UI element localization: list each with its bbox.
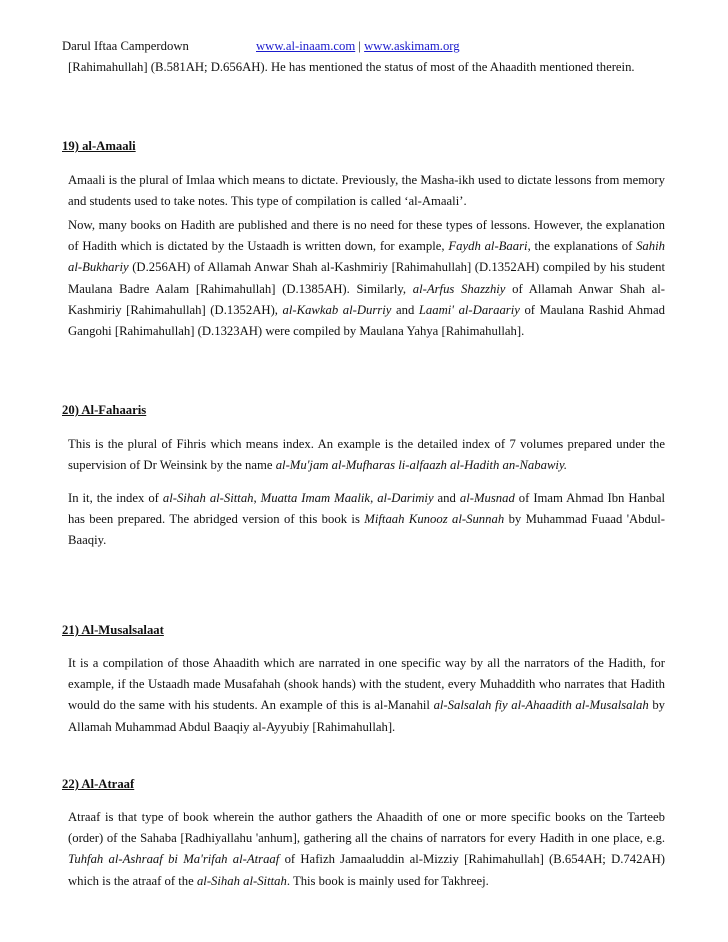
header-org-name: Darul Iftaa Camperdown (62, 39, 189, 53)
text-run: Atraaf is that type of book wherein the author gathers the Ahaadith of one or more specific books on the Tarteeb (order) of the Sahaba [Radhiyallahu 'anhum], gathering all the chains of narrators for every Hadith in one place, e.g. (68, 810, 665, 846)
section-19-paragraph-2 (68, 215, 665, 342)
intro-paragraph: [Rahimahullah] (B.581AH; D.656AH). He has mentioned the status of most of the Ahaadith mentioned therein. (68, 60, 635, 74)
text-run: . This book is mainly used for Takhreej. (286, 873, 489, 888)
book-title: Muatta Imam Maalik (260, 491, 371, 505)
text-run: of Maulana Rashid Ahmad Gangohi [Rahimahullah] (D.1323AH) were compiled by Maulana Yahya [Rahimahullah]. (68, 302, 665, 339)
section-heading-21: 21) Al-Musalsalaat (62, 623, 164, 637)
book-title: Faydh al-Baari (448, 239, 528, 254)
book-title: Laami' al-Daraariy (418, 302, 520, 317)
header-link-al-inaam[interactable]: www.al-inaam.com (256, 39, 356, 53)
book-title: al-Darimiy (377, 491, 434, 505)
section-22-paragraph-1 (68, 807, 665, 892)
section-20-paragraph-2 (68, 488, 665, 552)
section-20-paragraph-1 (68, 434, 665, 476)
text-run: of Hafizh Jamaaluddin al-Mizziy [Rahimahullah] (B.654AH; D.742AH) which is the atraaf of the (68, 852, 665, 888)
text-run: , (370, 491, 378, 505)
page-header (62, 38, 460, 54)
book-title: al-Kawkab al-Durriy (282, 302, 392, 317)
header-link-askimam[interactable]: www.askimam.org (364, 39, 460, 53)
book-title: al-Mu'jam al-Mufharas li-alfaazh al-Hadith an-Nabawiy. (275, 458, 568, 473)
text-run: , the explanations of (527, 239, 637, 254)
text-run: It is a compilation of those Ahaadith which are narrated in one specific way by all the narrators of the Hadith, for example, if the Ustaadh made Musafahah (shook hands) with the student, every Muhaddith who narrates that Hadith would do the same with his students. An example of this is al-Manahil (68, 656, 665, 713)
book-title: al-Arfus Shazzhiy (412, 281, 506, 296)
text-run: of Imam Ahmad Ibn Hanbal has been prepared. The abridged version of this book is (68, 491, 665, 527)
section-19-paragraph-1: Amaali is the plural of Imlaa which means to dictate. Previously, the Masha-ikh used to dictate lessons from memory and students used to take notes. This type of compilation is called ‘al-Amaali’. (68, 173, 665, 209)
text-run: This is the plural of Fihris which means index. An example is the detailed index of 7 volumes prepared under the supervision of Dr Weinsink by the name (68, 437, 665, 473)
book-title: al-Musnad (459, 491, 515, 505)
book-title: al-Sihah al-Sittah (162, 491, 254, 505)
section-heading-22: 22) Al-Atraaf (62, 777, 135, 791)
text-run: In it, the index of (68, 491, 163, 505)
book-title: Sahih al-Bukhariy (68, 239, 665, 275)
text-run: Now, many books on Hadith are published and there is no need for these types of lessons. However, the explanation of Hadith which is dictated by the Ustaadh is written down, for example, (68, 218, 665, 254)
text-run: of Allamah Anwar Shah al-Kashmiriy [Rahimahullah] (D.1352AH), (68, 281, 666, 317)
text-run: and (391, 302, 419, 317)
header-separator: | (358, 39, 361, 53)
book-title: al-Sihah al-Sittah (196, 873, 287, 888)
text-run: (D.256AH) of Allamah Anwar Shah al-Kashmiriy [Rahimahullah] (D.1352AH) compiled by his student Maulana Badre Aalam [Rahimahullah] (D.1385AH). Similarly, (68, 260, 665, 296)
section-21-paragraph-1 (68, 653, 665, 738)
book-title: Miftaah Kunooz al-Sunnah (364, 512, 505, 527)
section-heading-20: 20) Al-Fahaaris (62, 403, 147, 417)
text-run: , (253, 491, 261, 505)
text-run: by Muhammad Fuaad 'Abdul-Baaqiy. (68, 512, 665, 548)
book-title: al-Salsalah fiy al-Ahaadith al-Musalsalah (433, 698, 649, 713)
text-run: by Allamah Muhammad Abdul Baaqiy al-Ayyubiy [Rahimahullah]. (68, 698, 666, 734)
section-heading-19: 19) al-Amaali (62, 139, 136, 153)
text-run: and (433, 491, 460, 505)
book-title: Tuhfah al-Ashraaf bi Ma'rifah al-Atraaf (68, 852, 280, 867)
